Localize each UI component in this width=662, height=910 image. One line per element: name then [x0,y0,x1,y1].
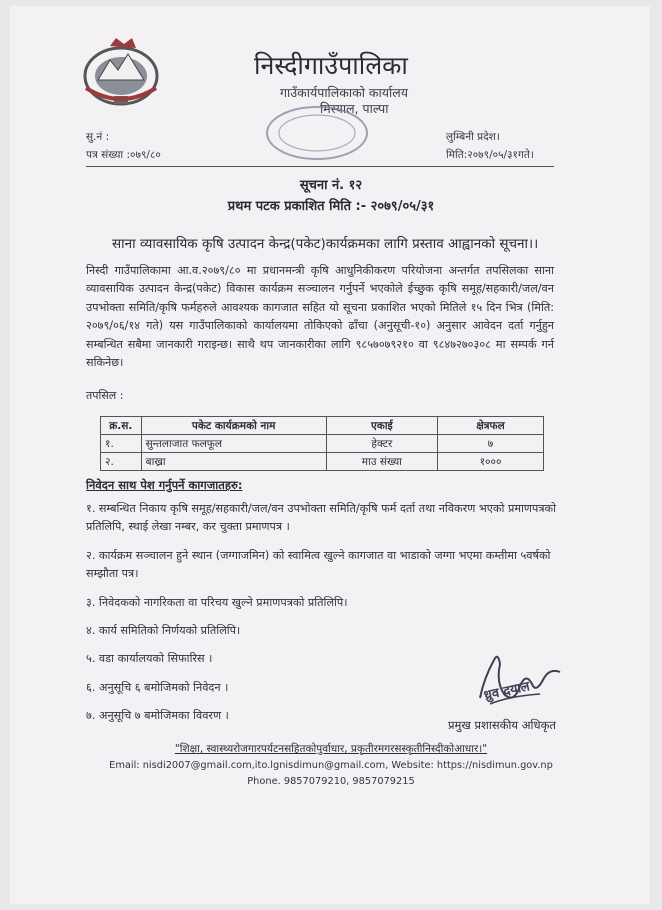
footer-contact [0,758,662,790]
pocket-program-table [100,416,544,471]
nepal-emblem-icon [80,36,162,108]
letter-date: मिति:२०७९/०५/३१गते। [446,149,534,161]
cell-unit: हेक्टर [326,435,437,453]
reference-block [86,128,161,164]
publish-date: प्रथम पटक प्रकाशित मिति :- २०७९/०५/३१ [227,199,435,214]
col-header-sn: क्र.स. [101,417,142,435]
office-place: मिस्याल, पाल्पा [320,101,389,116]
list-item: ४. कार्य समितिको निर्णयको प्रतिलिपि। [86,624,241,638]
contact-phone: Phone. 9857079210, 9857079215 [247,776,415,787]
notice-number: सूचना नं. १२ [299,178,363,193]
list-item: १. सम्बन्धित निकाय कृषि समूह/सहकारी/जल/वन उपभोक्ता समिति/कृषि फर्म दर्ता तथा नविकरण भएको प्रमाणपत्रको प्रतिलिपि, स्थाई लेखा नम्बर, कर चुक्ता प्रमाणपत्र । [86,502,557,534]
cell-program: बाख्रा [141,453,326,471]
signatory-title: प्रमुख प्रशासकीय अधिकृत [448,718,556,732]
ref-no-label: सु.नं : [86,131,110,143]
list-item: ७. अनुसूचि ७ बमोजिमका विवरण । [86,709,229,723]
cell-area: ७ [438,435,544,453]
signatory-name: ध्रुव दयाल [482,679,532,704]
table-header-row [101,417,544,435]
cell-sn: २. [101,453,142,471]
col-header-area: क्षेत्रफल [438,417,544,435]
header-divider [86,166,554,167]
col-header-unit: एकाई [326,417,437,435]
notice-subject: साना व्यावसायिक कृषि उत्पादन केन्द्र(पकेट)कार्यक्रमका लागि प्रस्ताव आह्वानको सूचना।। [112,236,539,252]
cell-unit: माउ संख्या [326,453,437,471]
province-date-block [446,128,534,164]
list-item: ३. निवेदकको नागरिकता वा परिचय खुल्ने प्रमाणपत्रको प्रतिलिपि। [86,595,348,609]
list-item: २. कार्यक्रम सञ्चालन हुने स्थान (जग्गाजमिन) को स्वामित्व खुल्ने कागजात वा भाडाको जग्गा भएमा कम्तीमा ५वर्षको सम्झौता पत्र। [86,548,551,581]
cell-area: १००० [438,453,544,471]
office-stamp-icon [262,102,372,164]
letter-number: पत्र संख्या :०७९/८० [86,149,161,161]
table-row [101,435,544,453]
notice-body: निस्दी गाउँपालिकामा आ.व.२०७९/८० मा प्रधानमन्त्री कृषि आधुनिकीकरण परियोजना अन्तर्गत तपसिलका साना व्यावसायिक उत्पादन केन्द्र(पकेट) विकास कार्यक्रम सञ्चालन गर्नुपर्ने भएकोले ईच्छुक कृषि समूह/सहकारी/जल/वन उपभोक्ता समिति/कृषि फर्महरुले आवश्यक कागजात सहित यो सूचना प्रकाशित भएको मितिले १५ दिन भित्र (मिति: २०७९/०६/१४ गते) यस गाउँपालिकाको कार्यालयमा तोकिएको ढाँचा (अनुसूची-१०) अनुसार आवेदन दर्ता गर्नुहुन सम्बन्धित सबैमा जानकारी गराइन्छ। साथै थप जानकारीका लागि ९८५७०७९२१० वा ९८४७२७०३०८ मा सम्पर्क गर्न सकिनेछ। [86,264,554,370]
office-subtitle: गाउँकार्यपालिकाको कार्यालय [280,85,408,100]
office-name: निस्दीगाउँपालिका [254,51,408,80]
list-item: ५. वडा कार्यालयको सिफारिस । [86,652,213,666]
list-item: ६. अनुसूचि ६ बमोजिमको निवेदन । [86,680,229,694]
documents-heading: निवेदन साथ पेश गर्नुपर्ने कागजातहरु: [86,478,243,492]
province: लुम्बिनी प्रदेश। [446,131,500,143]
details-label: तपसिल : [86,389,124,402]
footer-motto: "शिक्षा, स्वास्थ्यरोजगारपर्यटनसहितकोपुर्वाधार, प्रकृतीरमगरसस्कृतीनिस्दीकोआधार।" [174,743,488,755]
table-row [101,453,544,471]
cell-program: सुन्तलाजात फलफूल [141,435,326,453]
col-header-program: पकेट कार्यक्रमको नाम [141,417,326,435]
contact-email: Email: nisdi2007@gmail.com,ito.lgnisdimun@gmail.com, Website: https://nisdimun.gov.np [109,760,553,771]
cell-sn: १. [101,435,142,453]
